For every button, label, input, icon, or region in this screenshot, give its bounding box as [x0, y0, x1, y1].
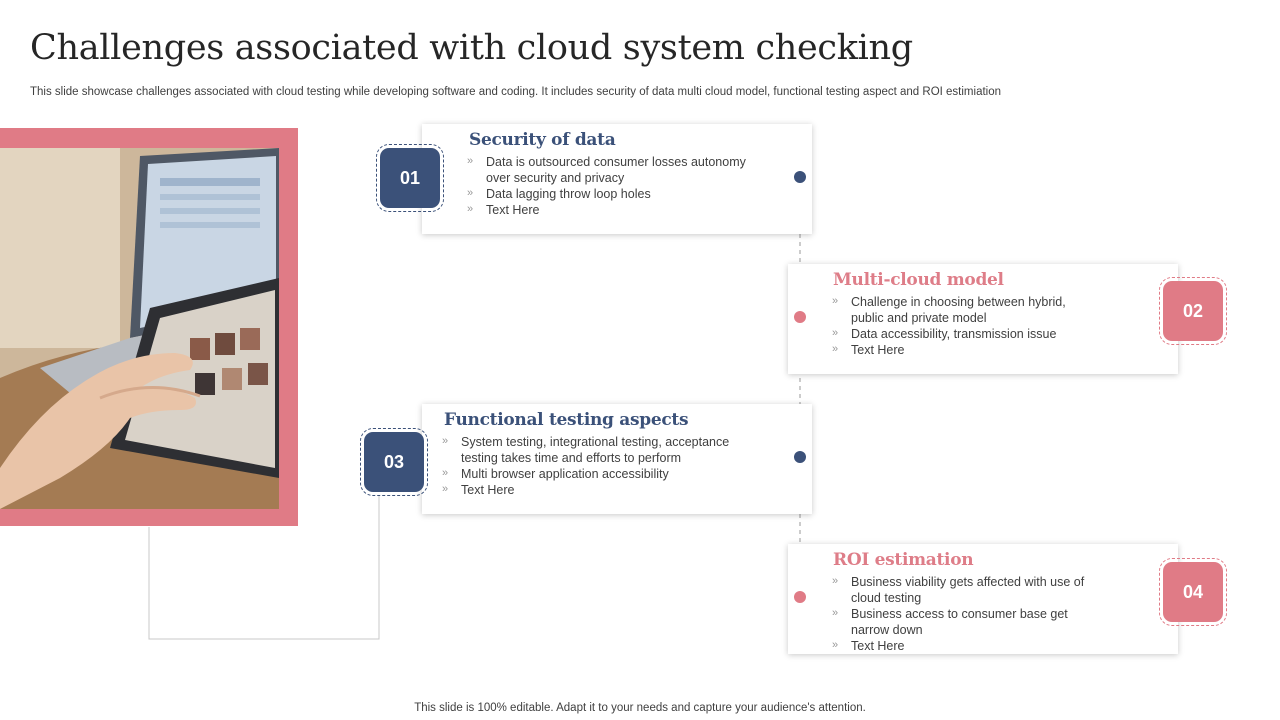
list-item: » Challenge in choosing between hybrid, public and private model: [832, 295, 1066, 325]
card-bullet-list: [442, 434, 762, 498]
laptop-tablet-photo: [0, 148, 279, 509]
timeline-dot: [794, 171, 806, 183]
card-bullet-list: [832, 574, 1102, 654]
laptop-tablet-hand-icon: [0, 148, 279, 509]
list-item: » Business viability gets affected with use of cloud testing: [832, 575, 1085, 605]
list-item: » Multi browser application accessibility: [442, 467, 669, 481]
list-item: » Text Here: [467, 203, 540, 217]
list-item: » Data accessibility, transmission issue: [832, 327, 1057, 341]
number-badge-01: 01: [380, 148, 440, 208]
challenge-card-security: [422, 124, 812, 234]
challenge-card-roi: [788, 544, 1178, 654]
number-badge-04: 04: [1163, 562, 1223, 622]
list-item: » Business access to consumer base get narrow down: [832, 607, 1068, 637]
slide-subtitle: This slide showcase challenges associated with cloud testing while developing software and coding. It includes security of data multi cloud model, functional testing aspect and ROI estimiation: [30, 86, 1002, 98]
card-heading: ROI estimation: [833, 550, 974, 570]
timeline-dot: [794, 591, 806, 603]
challenge-card-functional-testing: [422, 404, 812, 514]
list-item: » Text Here: [442, 483, 515, 497]
number-badge-03: 03: [364, 432, 424, 492]
number-badge-02: 02: [1163, 281, 1223, 341]
timeline-dot: [794, 451, 806, 463]
list-item: » Text Here: [832, 639, 905, 653]
slide-title: Challenges associated with cloud system checking: [30, 28, 913, 68]
card-bullet-list: [467, 154, 767, 218]
card-heading: Security of data: [469, 130, 616, 150]
challenge-card-multi-cloud: [788, 264, 1178, 374]
slide-footer: This slide is 100% editable. Adapt it to your needs and capture your audience's attention.: [414, 702, 866, 714]
list-item: » Text Here: [832, 343, 905, 357]
list-item: » Data lagging throw loop holes: [467, 187, 651, 201]
timeline-dot: [794, 311, 806, 323]
card-bullet-list: [832, 294, 1092, 358]
list-item: » Data is outsourced consumer losses autonomy over security and privacy: [467, 155, 746, 185]
card-heading: Functional testing aspects: [444, 410, 689, 430]
card-heading: Multi-cloud model: [833, 270, 1004, 290]
list-item: » System testing, integrational testing, acceptance testing takes time and efforts to perform: [442, 435, 730, 465]
